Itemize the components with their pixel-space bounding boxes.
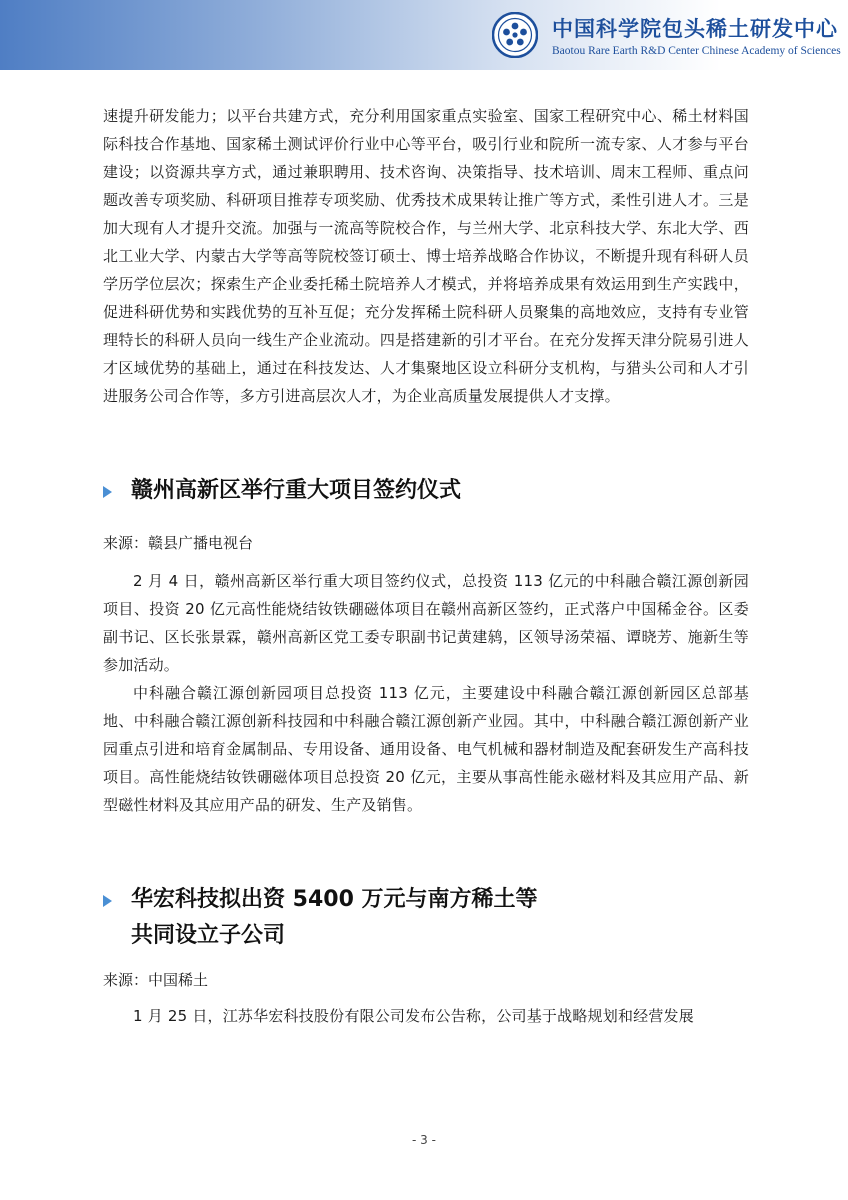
header-title-cn: 中国科学院包头稀土研发中心 xyxy=(552,16,838,41)
bullet-triangle-icon xyxy=(103,895,112,907)
article-title xyxy=(103,882,749,954)
article-title-line2: 共同设立子公司 xyxy=(131,923,286,948)
article-paragraph: 2 月 4 日，赣州高新区举行重大项目签约仪式，总投资 113 亿元的中科融合赣江源创新园项目、投资 20 亿元高性能烧结钕铁硼磁体项目在赣州高新区签约，正式落户中国稀金谷。区委副书记、区长张景霖，赣州高新区党工委专职副书记黄建鸫，区领导汤荣福、谭晓芳、施新生等参加活动。 xyxy=(103,572,749,674)
article-source: 来源：中国稀土 xyxy=(103,971,209,989)
header-title-en: Baotou Rare Earth R&D Center Chinese Academy of Sciences xyxy=(552,45,841,57)
page-number: - 3 - xyxy=(412,1133,436,1147)
document-body xyxy=(103,102,749,1030)
article-title-text: 赣州高新区举行重大项目签约仪式 xyxy=(131,478,462,503)
cas-emblem-icon xyxy=(492,12,538,58)
intro-paragraph: 速提升研发能力；以平台共建方式，充分利用国家重点实验室、国家工程研究中心、稀土材料国际科技合作基地、国家稀土测试评价行业中心等平台，吸引行业和院所一流专家、人才参与平台建设；以资源共享方式，通过兼职聘用、技术咨询、决策指导、技术培训、周末工程师、重点问题改善专项奖励、科研项目推荐专项奖励、优秀技术成果转让推广等方式，柔性引进人才。三是加大现有人才提升交流。加强与一流高等院校合作，与兰州大学、北京科技大学、东北大学、西北工业大学、内蒙古大学等高等院校签订硕士、博士培养战略合作协议，不断提升现有科研人员学历学位层次；探索生产企业委托稀土院培养人才模式，并将培养成果有效运用到生产实践中，促进科研优势和实践优势的互补互促；充分发挥稀土院科研人员聚集的高地效应，支持有专业管理特长的科研人员向一线生产企业流动。四是搭建新的引才平台。在充分发挥天津分院易引进人才区域优势的基础上，通过在科技发达、人才集聚地区设立科研分支机构，与猎头公司和人才引进服务公司合作等，多方引进高层次人才，为企业高质量发展提供人才支撑。 xyxy=(103,107,749,405)
article-paragraph: 中科融合赣江源创新园项目总投资 113 亿元，主要建设中科融合赣江源创新园区总部基地、中科融合赣江源创新科技园和中科融合赣江源创新产业园。其中，中科融合赣江源创新产业园重点引进和培育金属制品、专用设备、通用设备、电气机械和器材制造及配套研发生产高科技项目。高性能烧结钕铁硼磁体项目总投资 20 亿元，主要从事高性能永磁材料及其应用产品、新型磁性材料及其应用产品的研发、生产及销售。 xyxy=(103,684,749,814)
bullet-triangle-icon xyxy=(103,486,112,498)
article-paragraph: 1 月 25 日，江苏华宏科技股份有限公司发布公告称，公司基于战略规划和经营发展 xyxy=(133,1007,694,1025)
article-source: 来源：赣县广播电视台 xyxy=(103,534,254,552)
article-title-line1: 华宏科技拟出资 5400 万元与南方稀土等 xyxy=(131,887,538,912)
article-title xyxy=(103,473,749,509)
